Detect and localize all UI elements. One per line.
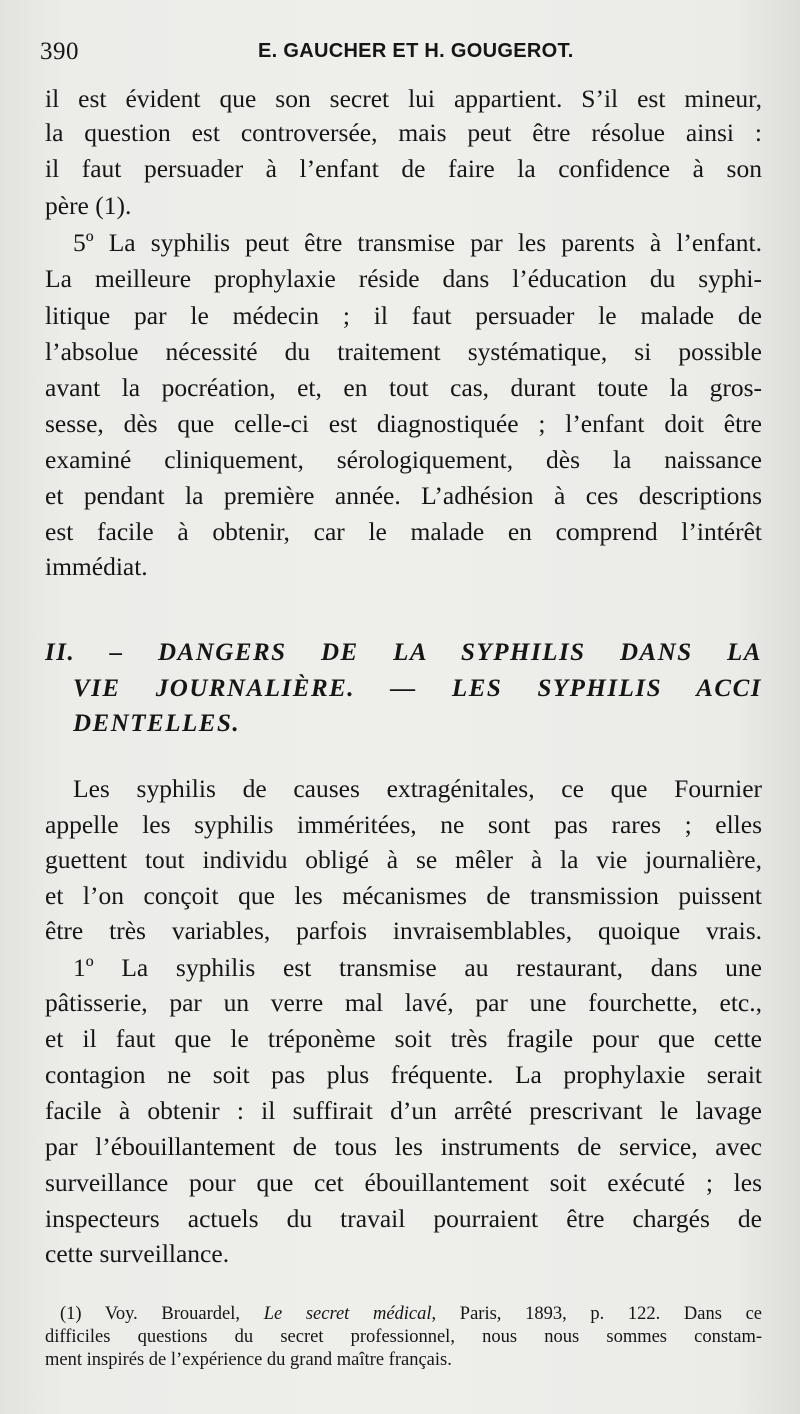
text-line: est facile à obtenir, car le malade en comprend l’intérêt: [45, 517, 762, 546]
text-line: guettent tout individu obligé à se mêler à la vie journalière,: [45, 845, 762, 874]
text-line: il faut persuader à l’enfant de faire la confidence à son: [45, 154, 762, 183]
running-title: E. GAUCHER ET H. GOUGEROT.: [258, 40, 574, 62]
section-heading-line: VIE JOURNALIÈRE. — LES SYPHILIS ACCI: [73, 675, 762, 702]
page-number: 390: [40, 38, 79, 65]
footnote-line: [60, 1303, 762, 1326]
text-line: inspecteurs actuels du travail pourraient être chargés de: [45, 1204, 762, 1233]
text-line: la question est controversée, mais peut être résolue ainsi :: [45, 118, 762, 147]
text-line: La meilleure prophylaxie réside dans l’éducation du syphi-: [45, 264, 762, 293]
text-line: contagion ne soit pas plus fréquente. La prophylaxie serait: [45, 1060, 762, 1089]
text-line: 5º La syphilis peut être transmise par les parents à l’enfant.: [73, 228, 762, 257]
section-heading-line: DENTELLES.: [73, 710, 241, 737]
footnote-line: difficiles questions du secret professionnel, nous nous sommes constam-: [45, 1327, 762, 1347]
text-line: cette surveillance.: [45, 1239, 230, 1268]
footnote-cited-title: Le secret médical: [263, 1304, 432, 1324]
text-line: avant la pocréation, et, en tout cas, durant toute la gros-: [45, 373, 762, 402]
text-line: et il faut que le tréponème soit très fragile pour que cette: [45, 1024, 762, 1053]
text-line: être très variables, parfois invraisemblables, quoique vrais.: [45, 916, 762, 945]
text-line: pâtisserie, par un verre mal lavé, par une fourchette, etc.,: [45, 988, 762, 1017]
text-line: litique par le médecin ; il faut persuader le malade de: [45, 301, 762, 330]
section-heading-line: II. – DANGERS DE LA SYPHILIS DANS LA: [45, 639, 762, 666]
text-line: l’absolue nécessité du traitement systématique, si possible: [45, 337, 762, 366]
text-line: Les syphilis de causes extragénitales, ce que Fournier: [73, 774, 762, 803]
footnote-line: ment inspirés de l’expérience du grand maître français.: [45, 1350, 452, 1370]
text-line: immédiat.: [45, 552, 148, 581]
text-line: et pendant la première année. L’adhésion à ces descriptions: [45, 481, 762, 510]
text-line: 1º La syphilis est transmise au restaurant, dans une: [73, 953, 762, 982]
text-line: appelle les syphilis imméritées, ne sont pas rares ; elles: [45, 810, 762, 839]
text-line: père (1).: [45, 191, 132, 220]
text-line: il est évident que son secret lui appartient. S’il est mineur,: [45, 84, 762, 113]
text-line: et l’on conçoit que les mécanismes de transmission puissent: [45, 881, 762, 910]
text-line: sesse, dès que celle-ci est diagnostiquée ; l’enfant doit être: [45, 409, 762, 438]
text-line: facile à obtenir : il suffirait d’un arrêté prescrivant le lavage: [45, 1096, 762, 1125]
text-line: par l’ébouillantement de tous les instruments de service, avec: [45, 1132, 762, 1161]
text-line: surveillance pour que cet ébouillantement soit exécuté ; les: [45, 1168, 762, 1197]
footnote-text: , Paris, 1893, p. 122. Dans ce: [431, 1304, 762, 1324]
footnote-text: (1) Voy. Brouardel,: [60, 1304, 264, 1324]
text-line: examiné cliniquement, sérologiquement, dès la naissance: [45, 445, 762, 474]
page-header: [40, 38, 760, 72]
